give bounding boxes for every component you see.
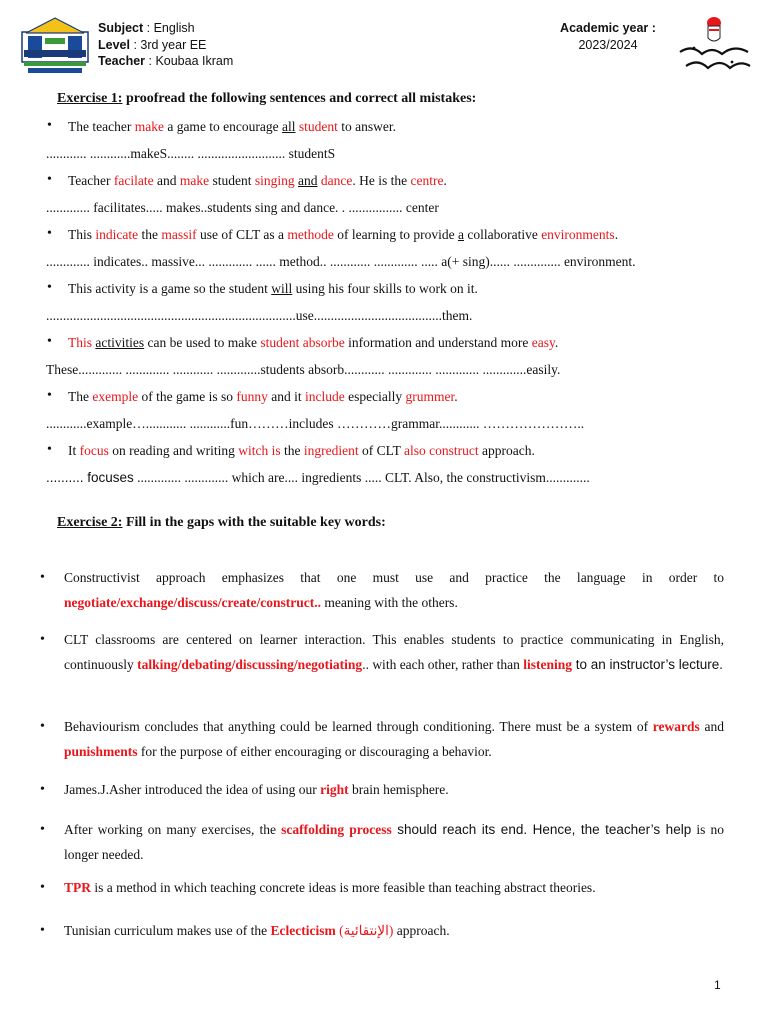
text-run: activities <box>95 335 145 350</box>
text-run: of learning to provide <box>333 227 458 242</box>
text-run: for the purpose of either encouraging or discouraging a behavior. <box>137 744 492 759</box>
text-run: ............. facilitates..... makes..students sing and dance. . ................ center <box>46 200 439 215</box>
text-run: on reading and writing <box>108 443 239 458</box>
academic-year-label: Academic year : <box>560 21 656 35</box>
ex2-item <box>64 918 724 943</box>
text-run: Behaviourism concludes that anything could be learned through conditioning. There must be a system of <box>64 719 653 734</box>
highlighted-text: student absorbe <box>260 335 345 350</box>
highlighted-text: ingredient <box>303 443 359 458</box>
page-number: 1 <box>714 978 721 992</box>
text-run: CLT classrooms are centered on learner interaction. This enables students to practice communicating in English, continuously <box>64 632 724 672</box>
text-run: to answer. <box>337 119 397 134</box>
text-run: should reach its end. Hence, the teacher’s help <box>391 822 692 837</box>
exercise-2-title: Exercise 2: Fill in the gaps with the suitable key words: <box>57 515 386 530</box>
text-run: is no longer needed. <box>64 822 724 862</box>
ex1-answer <box>46 362 560 378</box>
text-run: . <box>454 389 458 404</box>
highlighted-text: (الإنتقائية) <box>335 923 394 938</box>
highlighted-text: student <box>298 119 338 134</box>
text-run: . <box>719 657 723 672</box>
highlighted-text: funny <box>236 389 268 404</box>
text-run: use of CLT as a <box>196 227 288 242</box>
ex1-sentence <box>68 227 618 243</box>
text-run: ............example…............ ............fun………includes …………grammar............ ………………….. <box>46 416 585 431</box>
ex1-answer <box>46 200 439 216</box>
highlighted-text: facilate <box>113 173 154 188</box>
text-run: the <box>138 227 162 242</box>
highlighted-text: right <box>320 782 349 797</box>
exercise-1-title: Exercise 1: proofread the following sentences and correct all mistakes: <box>57 91 477 106</box>
text-run: collaborative <box>463 227 542 242</box>
highlighted-text: massif <box>161 227 197 242</box>
highlighted-text: talking/debating/discussing/negotiating <box>137 657 363 672</box>
text-run: . He is the <box>352 173 411 188</box>
text-run: using his four skills to work on it. <box>292 281 478 296</box>
text-run: ............. indicates.. massive... ............. ...... method.. ............ ............. ..... a(+ sing)...... .............. environment. <box>46 254 636 269</box>
ex1-answer <box>46 416 584 432</box>
course-info <box>98 20 233 70</box>
text-run: brain hemisphere. <box>348 782 449 797</box>
text-run: This activity is a game so the student <box>68 281 272 296</box>
ex1-answer <box>46 146 335 162</box>
text-run: approach. <box>393 923 450 938</box>
text-run: approach. <box>478 443 535 458</box>
text-run: Constructivist approach emphasizes that one must use and practice the language in order to <box>64 570 724 585</box>
institution-logo <box>20 16 90 76</box>
text-run: The teacher <box>68 119 135 134</box>
highlighted-text: negotiate/exchange/discuss/create/construct.. <box>64 595 321 610</box>
text-run: . <box>614 227 619 242</box>
ex1-sentence <box>68 389 458 405</box>
text-run: a game to encourage <box>163 119 283 134</box>
text-run: and <box>298 173 318 188</box>
highlighted-text: listening <box>523 657 572 672</box>
ex1-sentence <box>68 173 447 189</box>
ex2-item <box>64 875 724 900</box>
ex2-item <box>64 714 724 764</box>
text-run: It <box>68 443 80 458</box>
ex1-sentence <box>68 335 558 351</box>
level-line: Level : 3rd year EE <box>98 37 207 52</box>
text-run: of the game is so <box>138 389 237 404</box>
highlighted-text: punishments <box>64 744 138 759</box>
ex2-item <box>64 777 724 802</box>
academic-year-value: 2023/2024 <box>578 38 638 52</box>
text-run: After working on many exercises, the <box>64 822 282 837</box>
highlighted-text: methode <box>287 227 334 242</box>
highlighted-text: Eclecticism <box>270 923 336 938</box>
highlighted-text: This <box>68 335 93 350</box>
text-run: meaning with the others. <box>320 595 458 610</box>
text-run: focuses <box>87 470 134 485</box>
highlighted-text: include <box>304 389 345 404</box>
highlighted-text: rewards <box>652 719 700 734</box>
text-run: and <box>699 719 724 734</box>
text-run: James.J.Asher introduced the idea of using our <box>64 782 321 797</box>
text-run: ..........................................................................use......................................them. <box>46 308 473 323</box>
text-run: information and understand more <box>344 335 532 350</box>
text-run: is a method in which teaching concrete ideas is more feasible than teaching abstract theories. <box>91 880 596 895</box>
highlighted-text: scaffolding process <box>281 822 392 837</box>
text-run: all <box>282 119 296 134</box>
text-run: the <box>280 443 304 458</box>
highlighted-text: make <box>134 119 164 134</box>
text-run: will <box>271 281 293 296</box>
academic-year <box>545 20 671 54</box>
highlighted-text: dance <box>320 173 353 188</box>
text-run: of CLT <box>358 443 404 458</box>
text-run: The <box>68 389 93 404</box>
highlighted-text: make <box>179 173 210 188</box>
ex1-sentence <box>68 443 535 459</box>
ministry-logo <box>672 12 756 78</box>
ex1-sentence <box>68 281 478 297</box>
ex1-answer <box>46 254 636 270</box>
text-run: to an instructor’s lecture <box>571 657 720 672</box>
highlighted-text: also construct <box>403 443 479 458</box>
text-run: and it <box>267 389 305 404</box>
text-run: and <box>153 173 180 188</box>
text-run: a <box>457 227 464 242</box>
text-run: Tunisian curriculum makes use of the <box>64 923 271 938</box>
ex1-answer <box>46 470 590 486</box>
highlighted-text: environments <box>541 227 615 242</box>
subject-line: Subject : English <box>98 21 195 35</box>
text-run: This <box>68 227 96 242</box>
highlighted-text: singing <box>254 173 295 188</box>
ex1-sentence <box>68 119 396 135</box>
highlighted-text: TPR <box>64 880 91 895</box>
highlighted-text: exemple <box>92 389 139 404</box>
highlighted-text: indicate <box>95 227 139 242</box>
text-run: .......... <box>46 470 88 485</box>
text-run: . <box>443 173 447 188</box>
highlighted-text: centre <box>410 173 444 188</box>
highlighted-text: easy <box>531 335 555 350</box>
text-run: ............ ............makeS........ .......................... studentS <box>46 146 336 161</box>
ex2-item <box>64 817 724 867</box>
text-run: These............. ............. ............ .............students absorb............ ............. ............. .............easily. <box>46 362 561 377</box>
text-run: .. with each other, rather than <box>362 657 524 672</box>
text-run: . <box>554 335 559 350</box>
text-run: student <box>209 173 255 188</box>
ex2-item <box>64 627 724 677</box>
ex2-item <box>64 565 724 615</box>
text-run: especially <box>344 389 406 404</box>
text-run: ............. ............. which are.... ingredients ..... CLT. Also, the constructivism............. <box>133 470 590 485</box>
highlighted-text: focus <box>79 443 109 458</box>
highlighted-text: grummer <box>405 389 455 404</box>
ex1-answer <box>46 308 472 324</box>
text-run: can be used to make <box>144 335 261 350</box>
teacher-line: Teacher : Koubaa Ikram <box>98 54 234 68</box>
text-run: Teacher <box>68 173 114 188</box>
highlighted-text: witch is <box>238 443 281 458</box>
